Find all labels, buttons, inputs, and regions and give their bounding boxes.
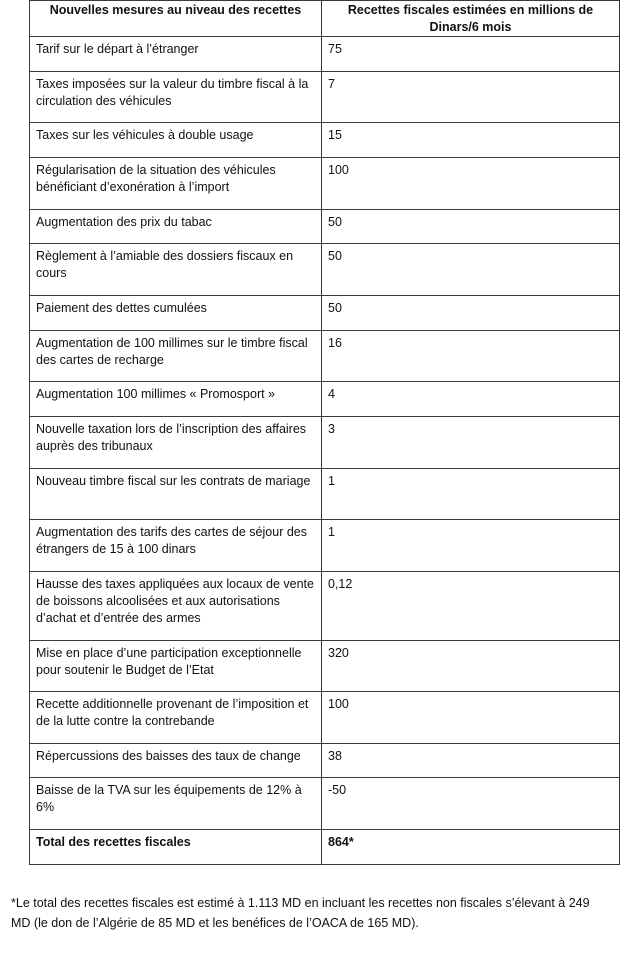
measure-cell: Règlement à l’amiable des dossiers fiscaux en cours	[30, 244, 322, 296]
table-header-row	[30, 1, 620, 37]
table-row	[30, 382, 620, 417]
value-cell: 7	[322, 72, 620, 123]
table-row	[30, 331, 620, 382]
measure-cell: Nouvelle taxation lors de l’inscription des affaires auprès des tribunaux	[30, 417, 322, 469]
measure-cell: Taxes imposées sur la valeur du timbre fiscal à la circulation des véhicules	[30, 72, 322, 123]
measure-cell: Paiement des dettes cumulées	[30, 296, 322, 331]
value-cell: 0,12	[322, 572, 620, 641]
measure-cell: Recette additionnelle provenant de l’imposition et de la lutte contre la contrebande	[30, 692, 322, 744]
total-label: Total des recettes fiscales	[30, 830, 322, 865]
value-cell: 4	[322, 382, 620, 417]
header-estimated-revenue: Recettes fiscales estimées en millions de Dinars/6 mois	[322, 1, 620, 37]
value-cell: 38	[322, 744, 620, 778]
revenue-measures-table-container	[29, 0, 619, 865]
measure-cell: Augmentation de 100 millimes sur le timbre fiscal des cartes de recharge	[30, 331, 322, 382]
table-row	[30, 778, 620, 830]
table-row	[30, 123, 620, 158]
table-row	[30, 210, 620, 244]
value-cell: 50	[322, 296, 620, 331]
measure-cell: Tarif sur le départ à l’étranger	[30, 37, 322, 72]
footnote: *Le total des recettes fiscales est estimé à 1.113 MD en incluant les recettes non fiscales s’élevant à 249 MD (le don de l’Algérie de 85 MD et les benéfices de l’OACA de 165 MD).	[11, 896, 590, 930]
table-row	[30, 244, 620, 296]
value-cell: -50	[322, 778, 620, 830]
measure-cell: Mise en place d’une participation exceptionnelle pour soutenir le Budget de l’Etat	[30, 641, 322, 692]
table-row	[30, 520, 620, 572]
measure-cell: Répercussions des baisses des taux de change	[30, 744, 322, 778]
value-cell: 3	[322, 417, 620, 469]
table-row	[30, 744, 620, 778]
header-measures: Nouvelles mesures au niveau des recettes	[30, 1, 322, 37]
measure-cell: Augmentation 100 millimes « Promosport »	[30, 382, 322, 417]
value-cell: 15	[322, 123, 620, 158]
value-cell: 100	[322, 692, 620, 744]
measure-cell: Taxes sur les véhicules à double usage	[30, 123, 322, 158]
value-cell: 320	[322, 641, 620, 692]
measure-cell: Régularisation de la situation des véhicules bénéficiant d’exonération à l’import	[30, 158, 322, 210]
table-row	[30, 469, 620, 520]
value-cell: 16	[322, 331, 620, 382]
table-row	[30, 72, 620, 123]
total-row	[30, 830, 620, 865]
measure-cell: Hausse des taxes appliquées aux locaux de vente de boissons alcoolisées et aux autorisations d’achat et d’entrée des armes	[30, 572, 322, 641]
measure-cell: Nouveau timbre fiscal sur les contrats de mariage	[30, 469, 322, 520]
value-cell: 75	[322, 37, 620, 72]
table-row	[30, 417, 620, 469]
measure-cell: Augmentation des prix du tabac	[30, 210, 322, 244]
table-row	[30, 692, 620, 744]
value-cell: 50	[322, 244, 620, 296]
table-row	[30, 37, 620, 72]
measure-cell: Augmentation des tarifs des cartes de séjour des étrangers de 15 à 100 dinars	[30, 520, 322, 572]
revenue-measures-table	[29, 0, 620, 865]
table-row	[30, 572, 620, 641]
total-value: 864*	[322, 830, 620, 865]
value-cell: 50	[322, 210, 620, 244]
value-cell: 1	[322, 520, 620, 572]
table-row	[30, 296, 620, 331]
measure-cell: Baisse de la TVA sur les équipements de 12% à 6%	[30, 778, 322, 830]
value-cell: 100	[322, 158, 620, 210]
table-row	[30, 158, 620, 210]
value-cell: 1	[322, 469, 620, 520]
table-row	[30, 641, 620, 692]
